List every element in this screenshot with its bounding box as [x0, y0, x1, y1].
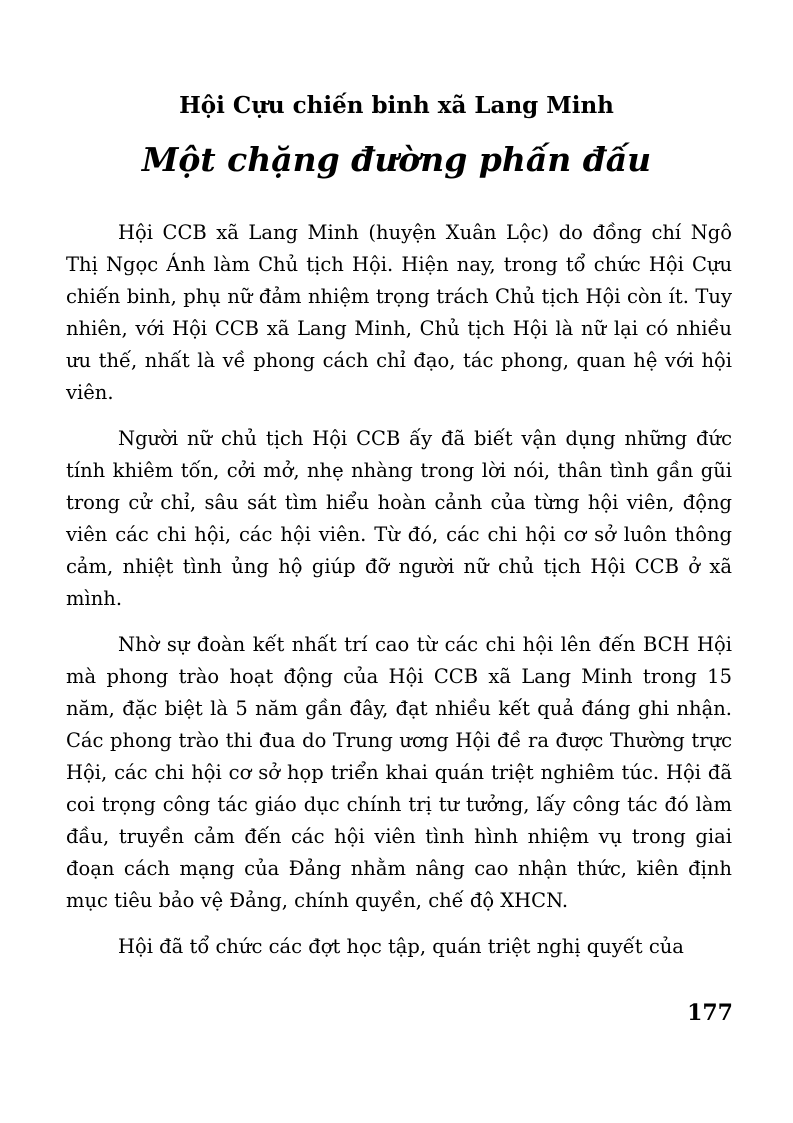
- page-number: 177: [687, 1000, 733, 1026]
- article-heading: Hội Cựu chiến binh xã Lang Minh: [179, 92, 614, 119]
- paragraph-3: Nhờ sự đoàn kết nhất trí cao từ các chi hội lên đến BCH Hội mà phong trào hoạt động của Hội CCB xã Lang Minh trong 15 năm, đặc biệt là 5 năm gần đây, đạt nhiều kết quả đáng ghi nhận. Các phong trào thi đua do Trung ương Hội đề ra được Thường trực Hội, các chi hội cơ sở họp triển khai quán triệt nghiêm túc. Hội đã coi trọng công tác giáo dục chính trị tư tưởng, lấy công tác đó làm đầu, truyền cảm đến các hội viên tình hình nhiệm vụ trong giai đoạn cách mạng của Đảng nhằm nâng cao nhận thức, kiên định mục tiêu bảo vệ Đảng, chính quyền, chế độ XHCN.: [66, 633, 732, 912]
- article-body: [66, 217, 732, 977]
- paragraph-4: Hội đã tổ chức các đợt học tập, quán triệt nghị quyết của: [118, 935, 684, 958]
- paragraph-2: Người nữ chủ tịch Hội CCB ấy đã biết vận dụng những đức tính khiêm tốn, cởi mở, nhẹ nhàng trong lời nói, thân tình gần gũi trong cử chỉ, sâu sát tìm hiểu hoàn cảnh của từng hội viên, động viên các chi hội, các hội viên. Từ đó, các chi hội cơ sở luôn thông cảm, nhiệt tình ủng hộ giúp đỡ người nữ chủ tịch Hội CCB ở xã mình.: [66, 427, 732, 610]
- article-subheading: Một chặng đường phấn đấu: [141, 140, 652, 179]
- paragraph-1: Hội CCB xã Lang Minh (huyện Xuân Lộc) do đồng chí Ngô Thị Ngọc Ánh làm Chủ tịch Hội. Hiện nay, trong tổ chức Hội Cựu chiến binh, phụ nữ đảm nhiệm trọng trách Chủ tịch Hội còn ít. Tuy nhiên, với Hội CCB xã Lang Minh, Chủ tịch Hội là nữ lại có nhiều ưu thế, nhất là về phong cách chỉ đạo, tác phong, quan hệ với hội viên.: [66, 221, 732, 404]
